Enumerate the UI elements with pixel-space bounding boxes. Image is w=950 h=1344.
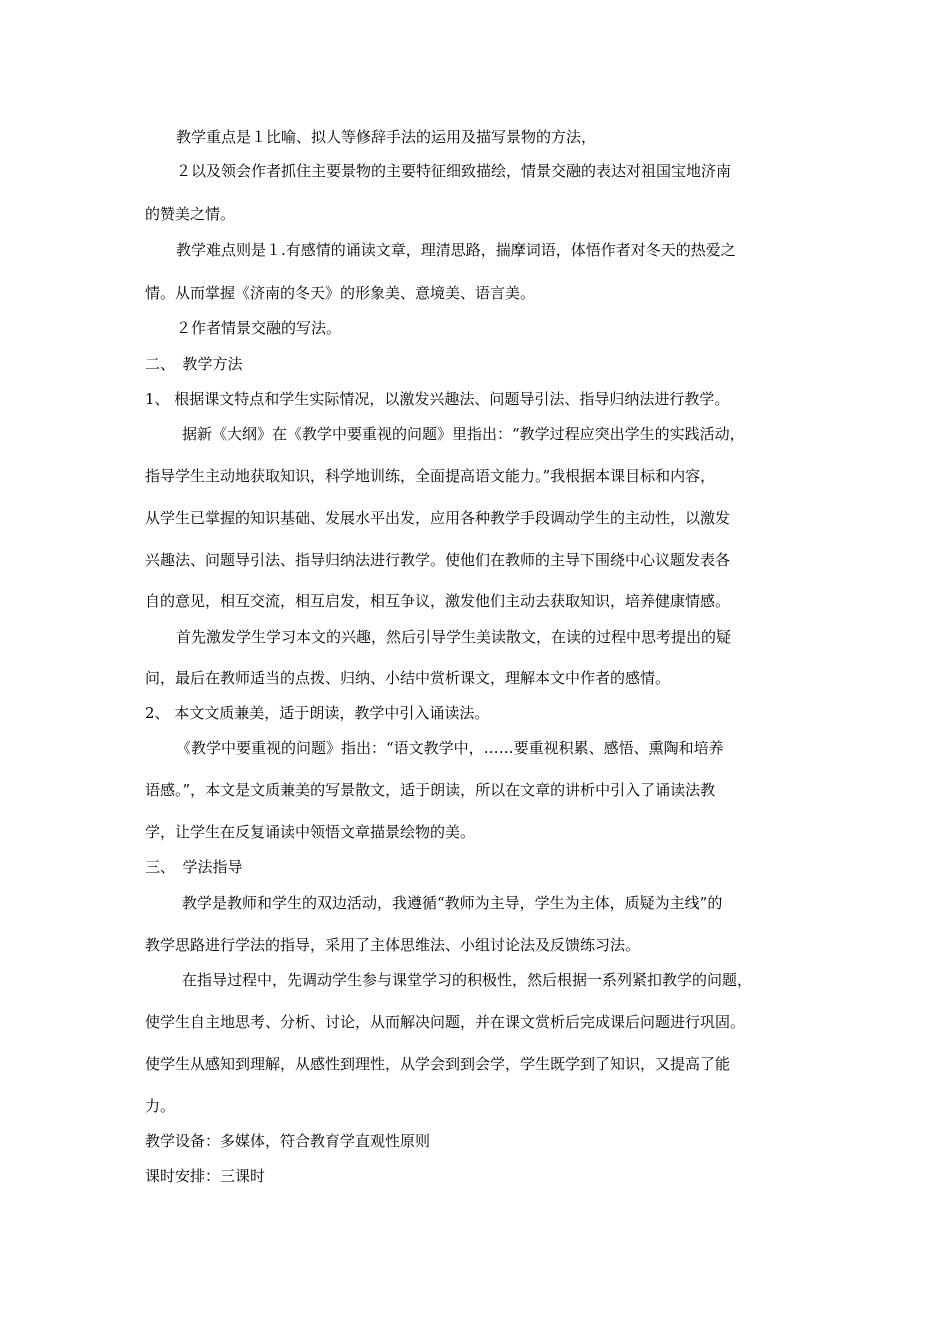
text-line: ２作者情景交融的写法。 <box>176 319 342 337</box>
text-line: 课时安排：三课时 <box>145 1167 266 1185</box>
text-line: 兴趣法、问题导引法、指导归纳法进行教学。使他们在教师的主导下围绕中心议题发表各 <box>145 551 731 569</box>
text-line: 情。从而掌握《济南的冬天》的形象美、意境美、语言美。 <box>145 284 536 302</box>
section-heading: 二、 教学方法 <box>145 355 243 373</box>
text-line: 教学是教师和学生的双边活动，我遵循“教师为主导，学生为主体，质疑为主线”的 <box>182 894 723 912</box>
text-line: 学，让学生在反复诵读中领悟文章描景绘物的美。 <box>145 823 476 841</box>
text-line: 教学思路进行学法的指导，采用了主体思维法、小组讨论法及反馈练习法。 <box>145 936 641 954</box>
text-line: 使学生从感知到理解，从感性到理性，从学会到到会学，学生既学到了知识，又提高了能 <box>145 1055 731 1073</box>
text-line: 使学生自主地思考、分析、讨论，从而解决问题，并在课文赏析后完成课后问题进行巩固。 <box>145 1013 746 1031</box>
text-line: 据新《大纲》在《教学中要重视的问题》里指出：“教学过程应突出学生的实践活动， <box>182 425 745 443</box>
text-line: 力。 <box>145 1097 176 1115</box>
text-line: 教学设备：多媒体，符合教育学直观性原则 <box>145 1132 431 1150</box>
text-line: 指导学生主动地获取知识，科学地训练，全面提高语文能力。”我根据本课目标和内容， <box>145 467 716 485</box>
text-line: 从学生已掌握的知识基础、发展水平出发，应用各种教学手段调动学生的主动性，以激发 <box>145 509 731 527</box>
text-line: 教学难点则是１.有感情的诵读文章，理清思路，揣摩词语，体悟作者对冬天的热爱之 <box>176 241 736 259</box>
text-line: ２以及领会作者抓住主要景物的主要特征细致描绘，情景交融的表达对祖国宝地济南 <box>176 162 732 180</box>
text-line: 《教学中要重视的问题》指出：“语文教学中，……要重视积累、感悟、熏陶和培养 <box>176 739 724 757</box>
text-line: 教学重点是１比喻、拟人等修辞手法的运用及描写景物的方法， <box>176 128 597 146</box>
text-line: 的赞美之情。 <box>145 205 236 223</box>
text-line: 语感。”，本文是文质兼美的写景散文，适于朗读，所以在文章的讲析中引入了诵读法教 <box>145 781 716 799</box>
text-line: 自的意见，相互交流，相互启发，相互争议，激发他们主动去获取知识，培养健康情感。 <box>145 592 731 610</box>
text-line: 在指导过程中，先调动学生参与课堂学习的积极性，然后根据一系列紧扣教学的问题， <box>182 971 753 989</box>
section-heading: 三、 学法指导 <box>145 858 243 876</box>
text-line: 2、 本文文质兼美，适于朗读，教学中引入诵读法。 <box>145 704 490 722</box>
text-line: 首先激发学生学习本文的兴趣，然后引导学生美读散文，在读的过程中思考提出的疑 <box>176 628 732 646</box>
text-line: 问，最后在教师适当的点拨、归纳、小结中赏析课文，理解本文中作者的感情。 <box>145 669 671 687</box>
text-line: 1、 根据课文特点和学生实际情况，以激发兴趣法、问题导引法、指导归纳法进行教学。 <box>145 390 730 408</box>
